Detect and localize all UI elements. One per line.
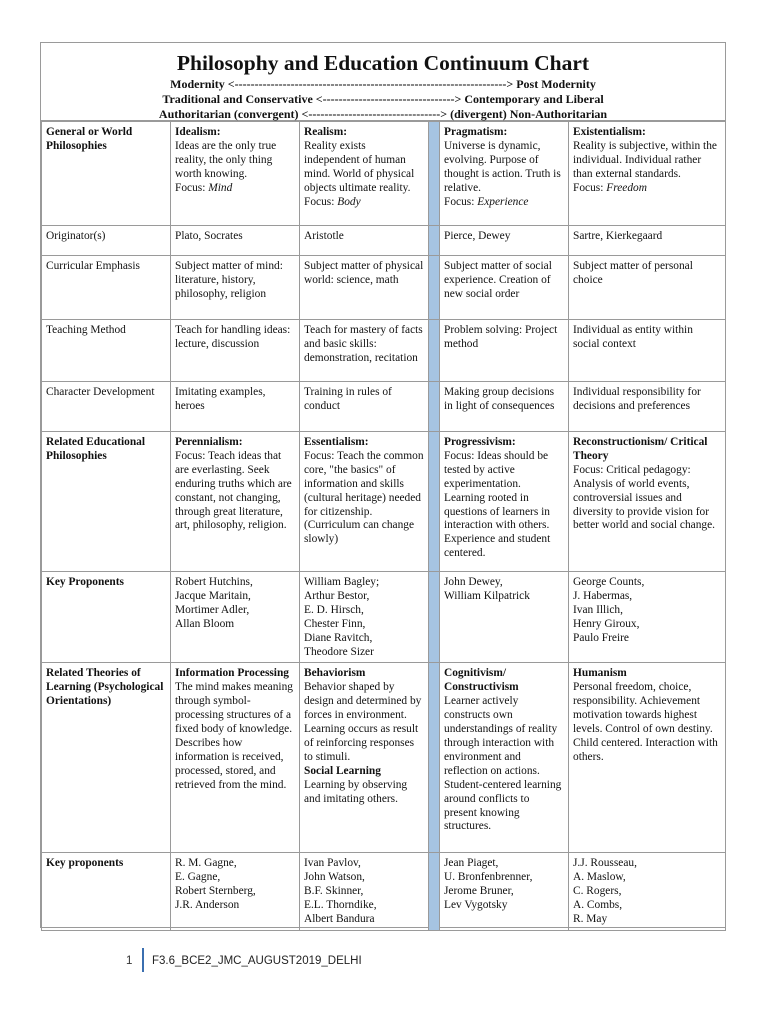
cell-heading: Humanism [573,667,627,680]
proponent: Chester Finn, [304,617,366,630]
cell-heading: Realism: [304,126,348,138]
cell-heading: Progressivism: [444,436,516,448]
proponent: Allan Bloom [175,617,235,630]
cell-heading: Essentialism: [304,436,369,448]
focus-label: Focus: [175,181,206,194]
cell-text: Individual as entity within social context [569,320,726,382]
cell-realism [300,122,429,226]
proponent: B.F. Skinner, [304,885,364,898]
proponents-humanism [569,853,726,931]
cell-text: Learner actively constructs own understandings of reality through interaction with environment and reflection on actions. Student-centered learning around conflicts to present knowing structures. [444,695,562,833]
focus-value: Freedom [606,181,647,194]
proponent: Ivan Pavlov, [304,857,361,870]
focus-label: Focus: [444,195,475,208]
row-label: Key Proponents [42,572,171,663]
document-code: F3.6_BCE2_JMC_AUGUST2019_DELHI [152,955,362,967]
focus-value: Experience [477,195,529,208]
proponent: Jerome Bruner, [444,885,514,898]
row-label: Curricular Emphasis [42,256,171,320]
cell-heading: Idealism: [175,126,221,138]
continuum-modernity: Modernity <--------------------------------------------------------------------> Post Modernity [170,77,596,91]
cell-heading-social-learning: Social Learning [304,764,381,777]
cell-heading: Behaviorism [304,667,366,680]
proponent: R. M. Gagne, [175,857,237,870]
proponent: William Bagley; [304,576,380,588]
cell-text: Making group decisions in light of consequences [440,382,569,432]
cell-heading: Pragmatism: [444,126,508,138]
proponent: John Watson, [304,871,365,884]
cell-progressivism [440,432,569,572]
proponent: William Kilpatrick [444,589,530,602]
column-separator [429,572,440,663]
cell-text: Subject matter of social experience. Creation of new social order [440,256,569,320]
cell-existentialism [569,122,726,226]
focus-label: Focus: [573,181,604,194]
cell-text: Learning by observing and imitating others. [304,778,408,805]
cell-text: Problem solving: Project method [440,320,569,382]
page-title: Philosophy and Education Continuum Chart [176,51,590,75]
cell-text: Imitating examples, heroes [171,382,300,432]
continuum-table [41,121,726,931]
focus-line [304,196,424,210]
proponents-information-processing [171,853,300,931]
cell-idealism [171,122,300,226]
proponent: Jacque Maritain, [175,589,251,602]
proponent: Lev Vygotsky [444,899,508,912]
focus-line [175,182,295,196]
cell-perennialism [171,432,300,572]
row-teaching-method [42,320,726,382]
proponent: Robert Sternberg, [175,885,256,898]
proponent: J.R. Anderson [175,899,240,912]
cell-heading: Cognitivism/ Constructivism [444,667,519,694]
row-key-proponents-learning [42,853,726,931]
cell-text: Focus: Teach ideas that are everlasting. Seek enduring truths which are constant, not changing, through great literature, art, philosophy, religion. [175,449,292,532]
row-label: Related Theories of Learning (Psychological Orientations) [42,663,171,853]
proponent: R. May [573,913,608,926]
focus-label: Focus: [304,195,335,208]
row-label: Character Development [42,382,171,432]
proponent: Albert Bandura [304,913,375,926]
cell-text: Sartre, Kierkegaard [569,226,726,256]
row-label: Related Educational Philosophies [42,432,171,572]
row-label: Key proponents [42,853,171,931]
cell-heading: Existentialism: [573,126,646,138]
focus-value: Mind [208,181,233,194]
cell-text: Aristotle [300,226,429,256]
proponent: Jean Piaget, [444,857,499,870]
row-character-development [42,382,726,432]
chart-header [41,43,725,121]
row-curricular-emphasis [42,256,726,320]
proponent: A. Maslow, [573,871,626,884]
cell-pragmatism [440,122,569,226]
cell-humanism [569,663,726,853]
footer-divider [142,948,144,972]
proponents-essentialism [300,572,429,663]
cell-essentialism [300,432,429,572]
cell-text: Universe is dynamic, evolving. Purpose of thought is action. Truth is relative. [444,139,561,194]
proponent: A. Combs, [573,899,623,912]
column-separator [429,663,440,853]
proponents-constructivism [440,853,569,931]
proponent: John Dewey, [444,576,503,588]
cell-text: Subject matter of mind: literature, history, philosophy, religion [171,256,300,320]
column-separator [429,226,440,256]
proponent: Henry Giroux, [573,617,640,630]
cell-text: Ideas are the only true reality, the only thing worth knowing. [175,139,277,180]
proponent: Mortimer Adler, [175,603,250,616]
cell-reconstructionism [569,432,726,572]
proponent: Arthur Bestor, [304,589,370,602]
continuum-authoritarian: Authoritarian (convergent) <---------------------------------> (divergent) Non-Authoritarian [158,107,608,121]
cell-text: Reality is subjective, within the individual. Individual rather than external standards. [573,139,717,180]
proponent: E. Gagne, [175,871,221,884]
proponent: Theodore Sizer [304,645,374,658]
column-separator [429,432,440,572]
focus-value: Body [337,195,361,208]
cell-text: Subject matter of physical world: science, math [300,256,429,320]
cell-heading: Perennialism: [175,436,243,448]
cell-text: Teach for handling ideas: lecture, discussion [171,320,300,382]
cell-text: Behavior shaped by design and determined by forces in environment. Learning occurs as result of reinforcing responses to stimuli. [304,681,422,763]
proponent: E.L. Thorndike, [304,899,377,912]
cell-text: Individual responsibility for decisions and preferences [569,382,726,432]
cell-text: Pierce, Dewey [440,226,569,256]
focus-line [444,196,564,210]
proponent: Robert Hutchins, [175,576,253,588]
cell-text: Focus: Teach the common core, "the basics" of information and skills (cultural heritage) needed for citizenship. (Curriculum can change slowly) [304,449,424,546]
cell-text: Focus: Ideas should be tested by active experimentation. Learning rooted in questions of learners in interaction with others. Experience and student centered. [444,449,551,560]
page-number: 1 [126,955,133,967]
cell-text: Personal freedom, choice, responsibility. Achievement motivation towards highest levels. Control of own destiny. Child centered. Interaction with others. [573,681,718,763]
row-label: Teaching Method [42,320,171,382]
cell-behaviorism [300,663,429,853]
column-separator [429,382,440,432]
row-originators [42,226,726,256]
row-educational-philosophies [42,432,726,572]
proponent: J. Habermas, [573,589,633,602]
cell-information-processing [171,663,300,853]
cell-text: Subject matter of personal choice [569,256,726,320]
cell-heading: Reconstructionism/ Critical Theory [573,436,708,462]
column-separator [429,122,440,226]
proponents-perennialism [171,572,300,663]
column-separator [429,256,440,320]
proponents-behaviorism [300,853,429,931]
proponent: George Counts, [573,576,645,588]
proponent: Ivan Illich, [573,603,623,616]
cell-text: Training in rules of conduct [300,382,429,432]
focus-line [573,182,721,196]
proponent: E. D. Hirsch, [304,603,364,616]
proponent: J.J. Rousseau, [573,857,637,870]
column-separator [429,853,440,931]
row-label: Originator(s) [42,226,171,256]
row-label: General or World Philosophies [42,122,171,226]
proponent: Diane Ravitch, [304,631,373,644]
row-key-proponents [42,572,726,663]
column-separator [429,320,440,382]
cell-heading: Information Processing [175,667,290,680]
proponent: C. Rogers, [573,885,622,898]
proponent: U. Bronfenbrenner, [444,871,533,884]
proponents-progressivism [440,572,569,663]
cell-text: Teach for mastery of facts and basic skills: demonstration, recitation [300,320,429,382]
cell-text: Focus: Critical pedagogy: Analysis of world events, controversial issues and diversity to provide vision for better world and social change. [573,463,716,532]
proponent: Paulo Freire [573,631,629,644]
row-learning-theories [42,663,726,853]
continuum-traditional: Traditional and Conservative <---------------------------------> Contemporary and Liberal [162,92,604,106]
cell-text: Reality exists independent of human mind. World of physical objects ultimate reality. [304,139,415,194]
row-world-philosophies [42,122,726,226]
proponents-reconstructionism [569,572,726,663]
cell-text: Plato, Socrates [171,226,300,256]
cell-constructivism [440,663,569,853]
cell-text: The mind makes meaning through symbol-processing structures of a fixed body of knowledge. Describes how information is received, processed, stored, and retrieved from the mind. [175,681,293,791]
